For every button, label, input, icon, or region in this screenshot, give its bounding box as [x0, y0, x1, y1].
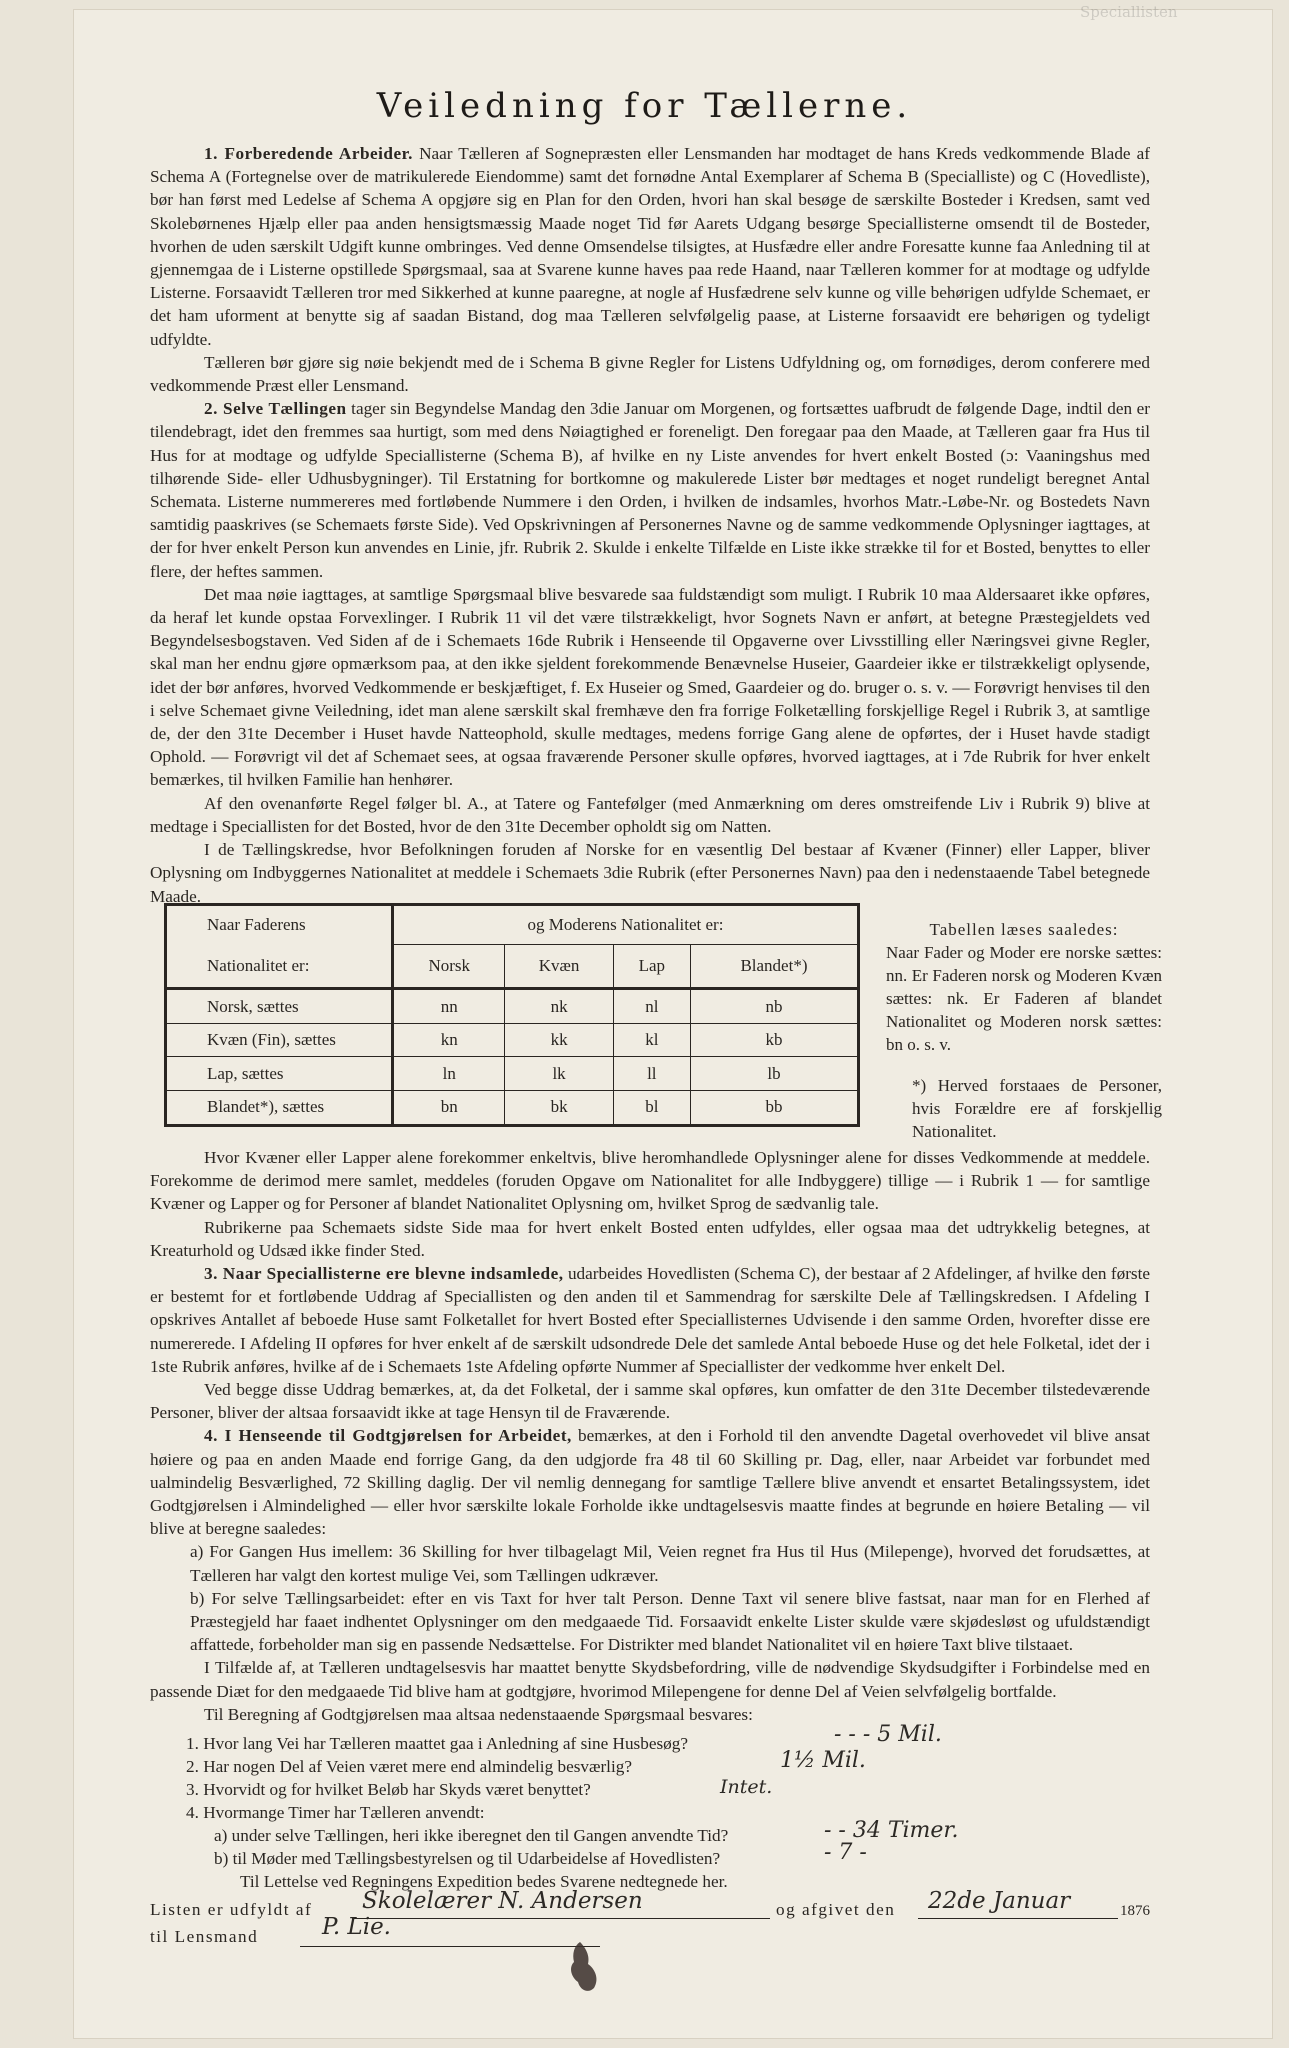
after-table-paragraph-2: Rubrikerne paa Schemaets sidste Side maa for hvert enkelt Bosted enten udfyldes, eller ogsaa maa det udtrykkelig betegnes, at Kreaturhold og Udsæd ikke finder Sted.: [150, 1217, 1150, 1260]
section-2-paragraph-4: I de Tællingskredse, hvor Befolkningen foruden af Norske for en væsentlig Del bestaar af Kvæner (Finner) eller Lapper, bliver Oplysning om Indbyggernes Nationalitet at meddele i Schemaets 3die Rubrik (efter Personernes Navn) paa den i nedenstaaende Tabel betegnede Maade.: [150, 840, 1150, 906]
answer-2-handwritten: 1½ Mil.: [780, 1748, 866, 1773]
table-group-header: og Moderens Nationalitet er:: [393, 905, 859, 945]
table-row-label: Kvæn (Fin), sættes: [166, 1024, 393, 1057]
question-3: 3. Hvorvidt og for hvilket Beløb har Skyds været benyttet?: [186, 1780, 591, 1799]
table-cell: bn: [393, 1090, 505, 1125]
table-col-header: Lap: [613, 945, 690, 989]
table-row: [166, 1024, 859, 1057]
section-4-paragraph-2: I Tilfælde af, at Tælleren undtagelsesvis har maattet benytte Skydsbefordring, ville de nødvendige Skydsudgifter i Forbindelse med en passende Diæt for den medgaaede Tid blive ham at godtgjøre, hvorimod Milepengene for denne Del af Veien selvfølgelig bortfalde.: [150, 1658, 1150, 1701]
section-1-heading: 1. Forberedende Arbeider.: [204, 144, 413, 163]
table-row-label: Lap, sættes: [166, 1057, 393, 1090]
signature-mid: og afgivet den: [776, 1900, 896, 1919]
table-cell: nk: [505, 989, 613, 1024]
legend-heading: Tabellen læses saaledes:: [929, 920, 1119, 939]
section-2-heading: 2. Selve Tællingen: [204, 399, 347, 419]
filled-by-handwritten: Skolelærer N. Andersen: [362, 1888, 643, 1914]
table-row: [166, 1090, 859, 1125]
table-row-label: Blandet*), sættes: [166, 1090, 393, 1125]
section-2-paragraph-2: Det maa nøie iagttages, at samtlige Spørgsmaal blive besvarede saa fuldstændigt som muligt. I Rubrik 10 maa Aldersaaret ikke opføres, da heraf let kunde opstaa Forvexlinger. I Rubrik 11 vil det være tilstrækkeligt, hvor Sognets Navn er anført, at betegne Præstegjeldets ved Begyndelsesbogstaven. Ved Siden af de i Schemaets 16de Rubrik i Henseende til Opgaverne over Livsstilling eller Næringsvei givne Regler, skal man her endnu gjøre opmærksom paa, at den ikke sjeldent forekommende Benævnelse Huseier, Gaardeier ikke er tilstrækkeligt oplysende, idet der bør anføres, hvorved Vedkommende er beskjæftiget, f. Ex Huseier og Smed, Gaardeier og do. bruger o. s. v. — Forøvrigt henvises til den i selve Schemaet givne Veiledning, idet man alene særskilt skal fremhæve den fra forrige Folketælling forskjellige Regel i Rubrik 3, at samtlige de, der den 31te December i Huset havde Natteophold, skulle medtages, medens forrige Gang alene de opførtes, der i Huset havde stadigt Ophold. — Forøvrigt vil det af Schemaet sees, at ogsaa fraværende Personer skulle opføres, hvorved iagttages, at i 7de Rubrik for hver enkelt bemærkes, til hvilken Familie han henhører.: [150, 584, 1150, 790]
table-cell: nl: [613, 989, 690, 1024]
legend-footnote: *) Herved forstaaes de Personer, hvis Forældre ere af forskjellig Nationalitet.: [912, 1076, 1162, 1141]
lensmand-underline: [300, 1946, 600, 1947]
date-underline: [918, 1918, 1118, 1919]
table-corner-top: Naar Faderens: [166, 905, 393, 945]
table-row: [166, 989, 859, 1024]
table-cell: bk: [505, 1090, 613, 1125]
section-2-paragraph-1: 2. Selve Tællingen tager sin Begyndelse Mandag den 3die Januar om Morgenen, og fortsættes uafbrudt de følgende Dage, indtil den er tilendebragt, idet den fremmes saa hurtigt, som med dens Nøiagtighed er foreneligt. Den foregaar paa den Maade, at Tælleren gaar fra Hus til Hus for at modtage og udfylde Speciallisterne (Schema B), af hvilke en ny Liste anvendes for hvert enkelt Bosted (ɔ: Vaaningshus med tilhørende Side- eller Udhusbygninger). Til Erstatning for bortkomne og makulerede Lister bør medtages et noget rundeligt beregnet Antal Schemata. Listerne nummereres med fortløbende Nummere i den Orden, i hvilken de indsamles, hvorhos Matr.-Løbe-Nr. og Bostedets Navn samtidig paaskrives (se Schemaets første Side). Ved Opskrivningen af Personernes Navne og de samme vedkommende Oplysninger iagttages, at der for hver enkelt Person kun anvendes en Linie, jfr. Rubrik 2. Skulde i enkelte Tilfælde en Liste ikke strække til for et Bosted, benyttes to eller flere, der heftes sammen.: [150, 399, 1151, 581]
section-1-2: [150, 142, 1150, 908]
table-cell: kl: [613, 1024, 690, 1057]
after-table-paragraph-1: Hvor Kvæner eller Lapper alene forekommer enkeltvis, blive heromhandlede Oplysninger alene for disses Vedkommende at meddele. Forekomme de derimod mere samlet, meddeles (foruden Opgave om Nationalitet for alle Indbyggere) tillige — i Rubrik 1 — for samtlige Kvæner og Lapper og for Personer af blandet Nationalitet Oplysning om, hvilket Sprog de sædvanlig tale.: [150, 1148, 1150, 1214]
section-3-4: [150, 1146, 1150, 1726]
table-col-header: Kvæn: [505, 945, 613, 989]
table-cell: kn: [393, 1024, 505, 1057]
section-4-item-a: a) For Gangen Hus imellem: 36 Skilling for hver tilbagelagt Mil, Veien regnet fra Hus til Hus (Milepenge), hvorved det forudsættes, at Tælleren har valgt den kortest mulige Vei, som Tællingen udkræver.: [190, 1542, 1150, 1585]
section-3-heading: 3. Naar Speciallisterne ere blevne indsamlede,: [204, 1264, 564, 1284]
signature-year: 1876: [1120, 1903, 1150, 1919]
answer-3-handwritten: Intet.: [720, 1776, 773, 1798]
table-cell: bb: [690, 1090, 858, 1125]
table-cell: kk: [505, 1024, 613, 1057]
section-3-paragraph-1: 3. Naar Speciallisterne ere blevne indsamlede, udarbeides Hovedlisten (Schema C), der bestaar af 2 Afdelinger, af hvilke den første er bestemt for et fortløbende Uddrag af Speciallisten og den anden til et Sammendrag for særskilte Dele af Tællingskredsen. I Afdeling I opskrives Antallet af beboede Huse samt Folketallet for hvert Bosted efter Speciallisternes Udvisende i den samme Orden, hvorefter disse ere numererede. I Afdeling II opføres for hver enkelt af de særskilt udsondrede Dele det samlede Antal beboede Huse og det hele Folketal, idet der i 1ste Rubrik anføres, hvilke af de i Schemaets 1ste Afdeling opførte Nummer af Speciallister der vedkomme hver enkelt Del.: [150, 1264, 1151, 1376]
page-title: Veiledning for Tællerne.: [376, 86, 913, 126]
section-3-paragraph-2: Ved begge disse Uddrag bemærkes, at, da det Folketal, der i samme skal opføres, kun omfatter de den 31te December tilstedeværende Personer, bliver der altsaa forsaavidt ikke at tage Hensyn til de Fraværende.: [150, 1380, 1150, 1423]
section-4-paragraph-1: 4. I Henseende til Godtgjørelsen for Arbeidet, bemærkes, at den i Forhold til den anvendte Dagetal overhovedet vil blive ansat høiere og paa en anden Maade end forrige Gang, da den udgjorde fra 48 til 60 Skilling pr. Dag, eller, naar Arbeidet var forbundet med ualmindelig Besværlighed, 72 Skilling daglig. Der vil nemlig dennegang for samtlige Tællere blive anvendt et ensartet Betalingssystem, idet Godtgjørelsen i Almindelighed — eller hvor særskilte lokale Forholde ikke undtagelsesvis maatte findes at begrunde en høiere Betaling — vil blive at beregne saaledes:: [150, 1426, 1151, 1539]
table-cell: lb: [690, 1057, 858, 1090]
question-4b: b) til Møder med Tællingsbestyrelsen og til Udarbeidelse af Hovedlisten?: [214, 1849, 721, 1868]
table-cell: nn: [393, 989, 505, 1024]
lensmand-name-handwritten: P. Lie.: [322, 1914, 391, 1940]
section-4-paragraph-3: Til Beregning af Godtgjørelsen maa altsaa nedenstaaende Spørgsmaal besvares:: [204, 1704, 753, 1724]
date-handwritten: 22de Januar: [928, 1888, 1071, 1914]
table-row: [166, 1057, 859, 1090]
section-4-heading: 4. I Henseende til Godtgjørelsen for Arbeidet,: [204, 1426, 572, 1446]
signature-prefix: Listen er udfyldt af: [150, 1900, 313, 1919]
answer-4b-handwritten: - 7 -: [824, 1840, 867, 1865]
to-lensmand-label: til Lensmand: [150, 1927, 259, 1946]
ink-blot-icon: [560, 1938, 610, 1998]
table-cell: kb: [690, 1024, 858, 1057]
table-legend-note: [886, 918, 1162, 1143]
section-4-item-b: b) For selve Tællingsarbeidet: efter en vis Taxt for hver talt Person. Denne Taxt vil senere blive fastsat, naar man for en Flerhed af Præstegjeld har faaet indhentet Oplysninger om den medgaaede Tid. Forsaavidt enkelte Lister skulde være skjødesløst og ufuldstændigt affattede, forbeholder man sig en passende Nedsættelse. For Distrikter med blandet Nationalitet vil en høiere Taxt blive tilstaaet.: [190, 1588, 1150, 1655]
table-cell: ll: [613, 1057, 690, 1090]
table-cell: nb: [690, 989, 858, 1024]
section-2-paragraph-3: Af den ovenanførte Regel følger bl. A., at Tatere og Fantefølger (med Anmærkning om deres omstreifende Liv i Rubrik 9) blive at medtage i Speciallisten for det Bosted, hvor de den 31te December opholdt sig om Natten.: [150, 793, 1150, 836]
question-1: 1. Hvor lang Vei har Tælleren maattet gaa i Anledning af sine Husbesøg?: [186, 1734, 688, 1753]
question-4a: a) under selve Tællingen, heri ikke iberegnet den til Gangen anvendte Tid?: [214, 1826, 729, 1845]
legend-body: Naar Fader og Moder ere norske sættes: nn. Er Faderen norsk og Moderen Kvæn sættes: nk. Er Faderen af blandet Nationalitet og Moderen norsk sættes: bn o. s. v.: [886, 943, 1162, 1054]
table-cell: ln: [393, 1057, 505, 1090]
section-1-paragraph-1: 1. Forberedende Arbeider. Naar Tælleren af Sognepræsten eller Lensmanden har modtaget de hans Kreds vedkommende Blade af Schema A (Fortegnelse over de matrikulerede Eiendomme) samt det fornødne Antal Exemplarer af Schema B (Specialliste) og C (Hovedliste), bør han først med Ledelse af Schema A opgjøre sig en Plan for den Orden, hvori han skal besøge de særskilte Bosteder i Kredsen, samt ved Skolebørnenes Hjælp eller paa anden hensigtsmæssig Maade noget Tid før Aarets Udgang besørge Speciallisterne omsendt til de Bosteder, hvorhen de uden særskilt Udgift kunne ombringes. Ved denne Omsendelse tilsigtes, at Husfædre eller andre Foresatte kunne faa Anledning til at gjennemgaa de i Listerne opstillede Spørgsmaal, saa at Svarene kunne haves paa rede Haand, naar Tælleren kommer for at modtage og udfylde Listerne. Forsaavidt Tælleren tror med Sikkerhed at kunne paaregne, at nogle af Husfædrene selv kunne og ville behørigen udfylde Schemaet, er det ham uforment at benytte sig af saadan Bistand, dog maa Tælleren selvfølgelig paase, at Listerne forsaavidt ere behørigen og tydeligt udfyldte.: [150, 144, 1150, 349]
table-col-header: Blandet*): [690, 945, 858, 989]
table-row-label: Norsk, sættes: [166, 989, 393, 1024]
bleed-through-text: Speciallisten: [1080, 3, 1178, 21]
table-cell: lk: [505, 1057, 613, 1090]
answer-4a-handwritten: - - 34 Timer.: [824, 1818, 959, 1843]
filled-by-underline: [352, 1918, 770, 1919]
closing-note: Til Lettelse ved Regningens Expedition bedes Svarene nedtegnede her.: [240, 1872, 728, 1891]
question-2: 2. Har nogen Del af Veien været mere end almindelig besværlig?: [186, 1757, 632, 1776]
answer-1-handwritten: - - - 5 Mil.: [834, 1722, 942, 1747]
section-1-paragraph-2: Tælleren bør gjøre sig nøie bekjendt med de i Schema B givne Regler for Listens Udfyldning og, om fornødiges, derom conferere med vedkommende Præst eller Lensmand.: [150, 352, 1150, 396]
table-cell: bl: [613, 1090, 690, 1125]
table-col-header: Norsk: [393, 945, 505, 989]
nationality-table: [164, 903, 860, 1127]
table-corner-bottom: Nationalitet er:: [166, 945, 393, 989]
question-4: 4. Hvormange Timer har Tælleren anvendt:: [186, 1803, 485, 1822]
